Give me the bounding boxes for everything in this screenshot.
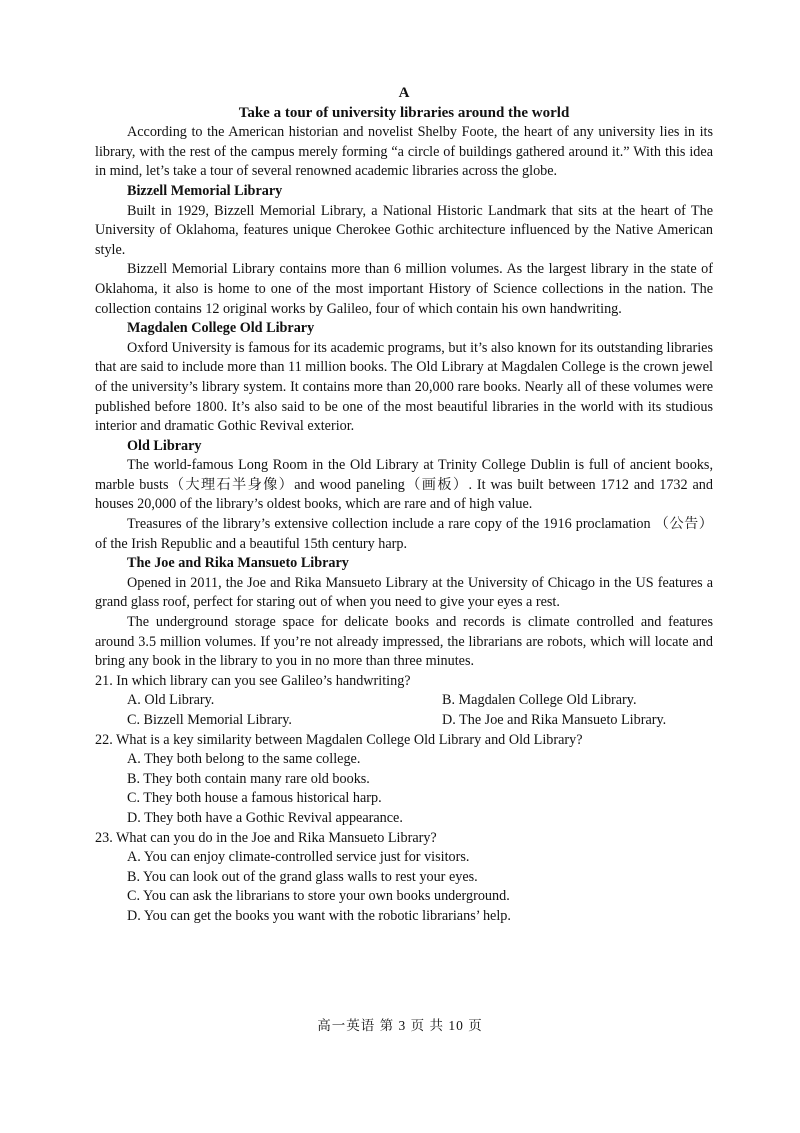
- bizzell-paragraph-1: Built in 1929, Bizzell Memorial Library, a National Historic Landmark that sits at the heart of The University of Oklahoma, features unique Cherokee Gothic architecture influenced by the Native American style.: [95, 202, 713, 258]
- question-23-option-b[interactable]: B. You can look out of the grand glass walls to rest your eyes.: [127, 868, 478, 885]
- question-21-option-a[interactable]: A. Old Library.: [127, 692, 215, 709]
- bizzell-paragraph-2: Bizzell Memorial Library contains more than 6 million volumes. As the largest library in the state of Oklahoma, it also is home to one of the most important History of Science collections in the nation. The collection contains 12 original works by Galileo, four of which contain his own handwriting.: [95, 261, 713, 317]
- question-21-option-c[interactable]: C. Bizzell Memorial Library.: [127, 712, 292, 728]
- question-23-option-c[interactable]: C. You can ask the librarians to store your own books underground.: [127, 888, 510, 905]
- magdalen-paragraph-1: Oxford University is famous for its academic programs, but it’s also known for its outstanding libraries that are said to include more than 11 million books. The Old Library at Magdalen College is the crown jewel of the university’s library system. It contains more than 20,000 rare books. Nearly all of these volumes were published before 1800. It’s also said to be one of the most beautiful libraries in the world with its studious interior and dramatic Gothic Revival exterior.: [95, 339, 713, 435]
- question-21-options: [95, 691, 713, 730]
- library-heading-magdalen: Magdalen College Old Library: [127, 320, 315, 337]
- question-21: 21. In which library can you see Galileo’s handwriting?: [95, 672, 411, 689]
- old-library-paragraph-1: The world-famous Long Room in the Old Library at Trinity College Dublin is full of ancient books, marble busts（大理石半身像）and wood paneling（画板）. It was built between 1712 and 1732 and houses 20,000 of the library’s oldest books, which are rare and of high value.: [95, 457, 713, 513]
- mansueto-paragraph-2: The underground storage space for delicate books and records is climate controlled and features around 3.5 million volumes. If you’re not already impressed, the librarians are robots, which will locate and bring any book in the library to you in no more than three minutes.: [95, 614, 713, 670]
- intro-paragraph: According to the American historian and novelist Shelby Foote, the heart of any university lies in its library, with the rest of the campus merely forming “a circle of buildings gathered around it.” With this idea in mind, let’s take a tour of several renowned academic libraries across the globe.: [95, 124, 713, 180]
- mansueto-paragraph-1: Opened in 2011, the Joe and Rika Mansueto Library at the University of Chicago in the US features a grand glass roof, perfect for staring out of when you need to give your eyes a rest.: [95, 574, 713, 611]
- question-22: 22. What is a key similarity between Magdalen College Old Library and Old Library?: [95, 731, 583, 748]
- question-22-option-d[interactable]: D. They both have a Gothic Revival appearance.: [127, 809, 403, 826]
- reading-passage: [95, 84, 713, 927]
- passage-title: Take a tour of university libraries around the world: [238, 104, 570, 121]
- question-21-option-d[interactable]: D. The Joe and Rika Mansueto Library.: [442, 712, 667, 728]
- section-letter: A: [398, 85, 410, 101]
- library-heading-mansueto: The Joe and Rika Mansueto Library: [127, 555, 349, 572]
- question-23: 23. What can you do in the Joe and Rika Mansueto Library?: [95, 829, 437, 846]
- question-23-option-d[interactable]: D. You can get the books you want with the robotic librarians’ help.: [127, 907, 511, 924]
- question-21-option-b[interactable]: B. Magdalen College Old Library.: [442, 692, 637, 709]
- question-22-option-c[interactable]: C. They both house a famous historical harp.: [127, 790, 382, 807]
- question-23-option-a[interactable]: A. You can enjoy climate-controlled service just for visitors.: [127, 849, 470, 866]
- question-22-option-b[interactable]: B. They both contain many rare old books.: [127, 770, 370, 787]
- library-heading-old-library: Old Library: [127, 437, 202, 454]
- library-heading-bizzell: Bizzell Memorial Library: [127, 182, 283, 199]
- question-22-option-a[interactable]: A. They both belong to the same college.: [127, 751, 361, 768]
- old-library-paragraph-2: Treasures of the library’s extensive collection include a rare copy of the 1916 proclamation （公告）of the Irish Republic and a beautiful 15th century harp.: [95, 516, 713, 552]
- page-footer: 高一英语 第 3 页 共 10 页: [317, 1018, 483, 1033]
